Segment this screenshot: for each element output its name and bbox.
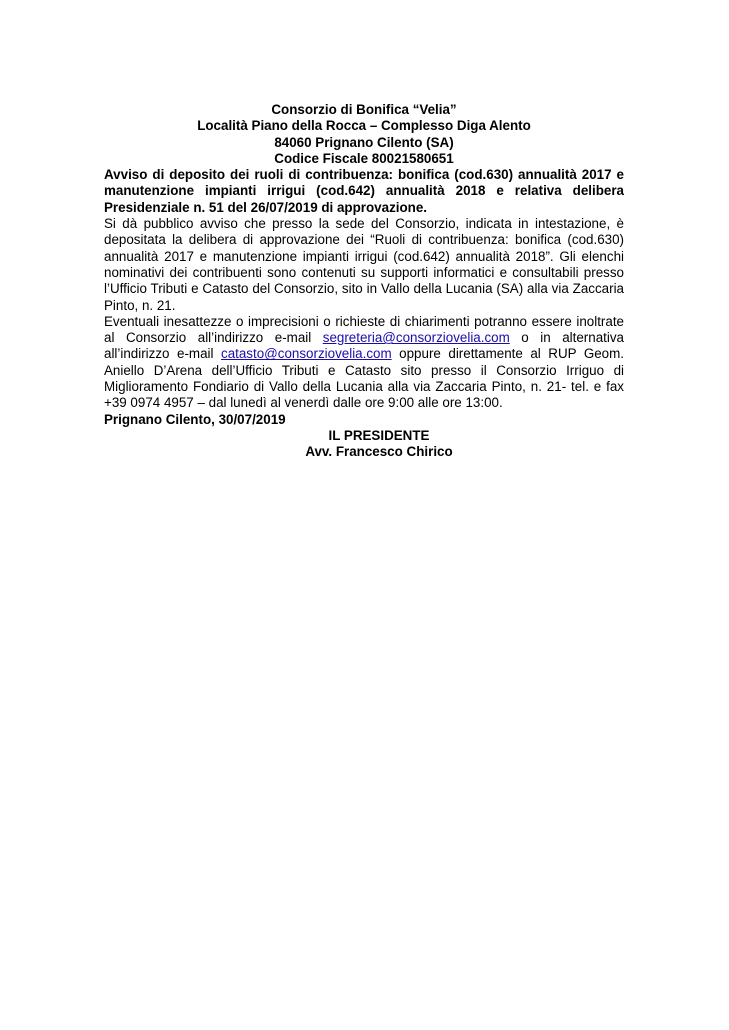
letterhead xyxy=(104,102,624,167)
organization-name: Consorzio di Bonifica “Velia” xyxy=(271,102,457,117)
email-link-segreteria[interactable]: segreteria@consorziovelia.com xyxy=(322,330,510,346)
signature-title: IL PRESIDENTE xyxy=(328,427,430,443)
organization-address: Località Piano della Rocca – Complesso Diga Alento xyxy=(197,118,531,134)
place-and-date: Prignano Cilento, 30/07/2019 xyxy=(104,411,286,427)
signature-name: Avv. Francesco Chirico xyxy=(305,444,453,460)
signature-block xyxy=(229,428,529,461)
organization-city: 84060 Prignano Cilento (SA) xyxy=(274,134,454,150)
paragraph-2-text-a: Eventuali inesattezze o imprecisioni o richieste di chiarimenti potranno essere inoltrate al Consorzio all’indirizzo e-mail xyxy=(104,313,624,346)
email-link-catasto[interactable]: catasto@consorziovelia.com xyxy=(221,346,392,362)
notice-paragraph-1: Si dà pubblico avviso che presso la sede del Consorzio, indicata in intestazione, è depositata la delibera di approvazione dei “Ruoli di contribuenza: bonifica (cod.630) annualità 2017 e manutenzione impianti irrigui (cod.642) annualità 2018”. Gli elenchi nominativi dei contribuenti sono contenuti su supporti informatici e consultabili presso l’Ufficio Tributi e Catasto del Consorzio, sito in Vallo della Lucania (SA) alla via Zaccaria Pinto, n. 21. xyxy=(104,216,624,313)
notice-paragraph-2 xyxy=(104,314,624,412)
organization-tax-code: Codice Fiscale 80021580651 xyxy=(274,150,454,166)
paragraph-2-text-b: o in alternativa all’indirizzo e-mail xyxy=(104,330,624,362)
notice-subject: Avviso di deposito dei ruoli di contribuenza: bonifica (cod.630) annualità 2017 e manutenzione impianti irrigui (cod.642) annualità 2018 e relativa delibera Presidenziale n. 51 del 26/07/2019 di approvazione. xyxy=(104,167,624,215)
paragraph-2-text-c: oppure direttamente al RUP Geom. Aniello D’Arena dell’Ufficio Tributi e Catasto sito presso il Consorzio Irriguo di Miglioramento Fondiario di Vallo della Lucania alla via Zaccaria Pinto, n. 21- tel. e fax +39 0974 4957 – dal lunedì al venerdì dalle ore 9:00 alle ore 13:00. xyxy=(104,346,625,411)
document-page xyxy=(104,102,624,461)
